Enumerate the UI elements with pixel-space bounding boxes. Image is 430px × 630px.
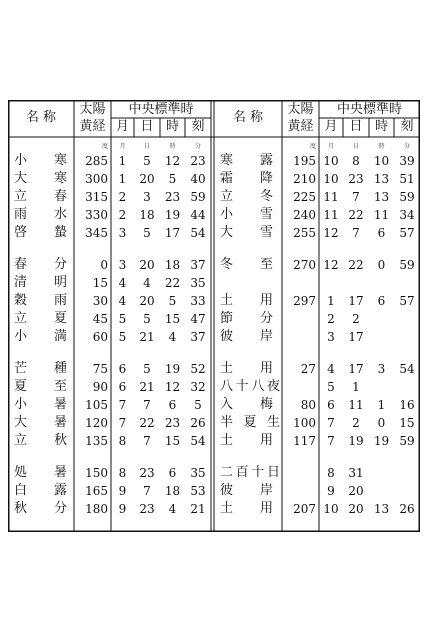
term-name-char: 露 <box>260 153 274 168</box>
minute-value: 5 <box>194 398 202 412</box>
hour-header-left: 時 <box>165 119 179 134</box>
ecliptic-longitude: 165 <box>85 484 108 498</box>
ecliptic-longitude: 150 <box>85 466 108 480</box>
hour-value: 12 <box>164 154 181 168</box>
term-name-char: 冬 <box>220 257 234 272</box>
term-name-char: 用 <box>260 293 274 308</box>
term-name-char: 寒 <box>54 171 68 186</box>
day-value: 17 <box>348 362 364 376</box>
ecliptic-longitude: 135 <box>85 434 108 448</box>
term-name-char: 分 <box>54 257 68 272</box>
day-value: 20 <box>139 294 155 308</box>
term-name-char: 清 <box>14 275 28 290</box>
minute-value: 26 <box>190 416 206 430</box>
term-name-char: 降 <box>260 171 274 186</box>
term-name-char: 秋 <box>14 501 28 516</box>
term-name-char: 分 <box>260 311 274 326</box>
minute-value: 21 <box>190 502 206 516</box>
term-name-char: 満 <box>54 329 68 344</box>
term-name-char: 立 <box>14 189 28 204</box>
month-value: 8 <box>118 434 127 448</box>
day-value: 21 <box>139 380 155 394</box>
day-value: 7 <box>143 398 151 412</box>
ecliptic-longitude: 0 <box>100 258 108 272</box>
ecliptic-longitude: 90 <box>92 380 108 394</box>
minute-value: 54 <box>190 434 206 448</box>
term-name-char: 雪 <box>260 225 274 240</box>
hour-value: 22 <box>164 276 181 290</box>
hour-value: 5 <box>168 172 177 186</box>
day-value: 20 <box>139 172 155 186</box>
month-value: 7 <box>118 398 127 412</box>
day-value: 31 <box>348 466 364 480</box>
month-value: 7 <box>118 416 127 430</box>
minute-value: 40 <box>190 172 206 186</box>
minute-value: 57 <box>399 226 415 240</box>
term-name-char: 寒 <box>220 153 234 168</box>
day-value: 5 <box>143 362 151 376</box>
unit-degree-left: 度 <box>101 143 108 150</box>
ecliptic-longitude: 315 <box>85 190 108 204</box>
month-value: 5 <box>118 330 127 344</box>
day-value: 22 <box>139 416 155 430</box>
minute-value: 35 <box>190 466 206 480</box>
hour-value: 6 <box>168 466 177 480</box>
day-value: 2 <box>352 416 360 430</box>
hour-value: 15 <box>164 434 181 448</box>
ecliptic-longitude: 117 <box>293 434 316 448</box>
term-name-char: 明 <box>54 275 68 290</box>
month-value: 1 <box>327 294 335 308</box>
month-value: 12 <box>323 226 339 240</box>
month-value: 8 <box>118 466 127 480</box>
term-name: 二百十日 <box>220 465 280 480</box>
day-value: 22 <box>348 258 364 272</box>
hour-value: 4 <box>168 330 177 344</box>
minute-header-right: 刻 <box>400 119 414 134</box>
day-value: 23 <box>348 172 364 186</box>
minute-value: 54 <box>190 226 206 240</box>
day-value: 5 <box>143 154 151 168</box>
ecliptic-longitude: 105 <box>85 398 108 412</box>
term-name-char: 夏 <box>14 379 28 394</box>
minute-value: 37 <box>190 330 206 344</box>
minute-value: 59 <box>190 190 206 204</box>
day-value: 7 <box>352 226 360 240</box>
day-value: 23 <box>139 466 155 480</box>
day-value: 5 <box>143 226 151 240</box>
hour-value: 19 <box>373 434 390 448</box>
term-name-char: 彼 <box>220 483 234 498</box>
term-name-char: 蟄 <box>54 225 68 240</box>
ecliptic-header-right: 黄経 <box>287 119 314 134</box>
minute-value: 39 <box>399 154 415 168</box>
jst-header-left: 中央標準時 <box>128 102 194 117</box>
unit-month-right: 月 <box>327 143 334 150</box>
day-value: 18 <box>139 208 155 222</box>
month-header-left: 月 <box>115 119 129 134</box>
term-name-char: 立 <box>14 433 28 448</box>
term-name-char: 分 <box>54 501 68 516</box>
hour-value: 13 <box>373 172 390 186</box>
term-name-char: 暑 <box>54 415 68 430</box>
term-name-char: 大 <box>14 415 28 430</box>
hour-value: 4 <box>168 502 177 516</box>
ecliptic-longitude: 120 <box>85 416 108 430</box>
hour-value: 18 <box>164 484 181 498</box>
minute-value: 15 <box>399 416 415 430</box>
term-name-char: 小 <box>14 397 28 412</box>
term-name-char: 小 <box>220 207 234 222</box>
term-name-char: 雨 <box>54 293 68 308</box>
ecliptic-longitude: 45 <box>92 312 108 326</box>
term-name-char: 水 <box>54 207 68 222</box>
term-name-char: 啓 <box>14 225 28 240</box>
ecliptic-longitude: 297 <box>293 294 316 308</box>
minute-value: 37 <box>190 258 206 272</box>
minute-value: 35 <box>190 276 206 290</box>
month-value: 8 <box>327 466 335 480</box>
ecliptic-longitude: 285 <box>85 154 108 168</box>
day-value: 1 <box>352 380 360 394</box>
hour-value: 6 <box>377 294 386 308</box>
day-value: 7 <box>143 434 151 448</box>
term-name-char: 雪 <box>260 207 274 222</box>
term-name-char: 処 <box>14 465 28 480</box>
name-header-right: 名 称 <box>232 110 264 125</box>
ecliptic-longitude: 240 <box>293 208 316 222</box>
term-name-char: 白 <box>14 483 28 498</box>
term-name-char: 冬 <box>260 189 274 204</box>
hour-value: 11 <box>373 208 390 222</box>
hour-value: 10 <box>373 154 390 168</box>
month-header-right: 月 <box>324 119 338 134</box>
term-name-char: 小 <box>14 329 28 344</box>
day-value: 7 <box>143 484 151 498</box>
day-value: 17 <box>348 294 364 308</box>
ecliptic-longitude: 60 <box>92 330 108 344</box>
month-value: 11 <box>323 190 339 204</box>
sun-header-right: 太陽 <box>287 102 314 117</box>
hour-value: 13 <box>373 502 390 516</box>
month-value: 2 <box>118 190 127 204</box>
term-name-char: 秋 <box>54 433 68 448</box>
term-name-char: 入 <box>220 397 234 412</box>
minute-value: 57 <box>399 294 415 308</box>
term-name-char: 大 <box>220 225 234 240</box>
month-value: 12 <box>323 258 339 272</box>
ecliptic-longitude: 100 <box>293 416 316 430</box>
term-name-char: 穀 <box>14 293 28 308</box>
ecliptic-longitude: 300 <box>85 172 108 186</box>
minute-value: 59 <box>399 258 415 272</box>
term-name-char: 用 <box>260 433 274 448</box>
hour-value: 23 <box>164 416 181 430</box>
hour-value: 13 <box>373 190 390 204</box>
minute-value: 59 <box>399 190 415 204</box>
minute-value: 51 <box>399 172 415 186</box>
month-value: 1 <box>118 172 127 186</box>
hour-value: 3 <box>377 362 386 376</box>
term-name-char: 土 <box>220 361 234 376</box>
minute-value: 32 <box>190 380 206 394</box>
day-value: 3 <box>143 190 151 204</box>
month-value: 1 <box>118 154 127 168</box>
month-value: 3 <box>118 258 127 272</box>
day-header-right: 日 <box>349 119 363 134</box>
ecliptic-longitude: 27 <box>300 362 316 376</box>
unit-degree-right: 度 <box>309 143 316 150</box>
hour-value: 18 <box>164 258 181 272</box>
ecliptic-longitude: 80 <box>300 398 316 412</box>
term-name-char: 岸 <box>260 329 274 344</box>
unit-day-right: 日 <box>352 143 359 150</box>
term-name-char: 春 <box>14 257 28 272</box>
day-value: 22 <box>348 208 364 222</box>
month-value: 2 <box>327 312 335 326</box>
term-name-char: 種 <box>54 361 68 376</box>
month-value: 4 <box>118 294 127 308</box>
ecliptic-longitude: 270 <box>293 258 316 272</box>
day-value: 8 <box>352 154 360 168</box>
term-name-char: 至 <box>260 257 274 272</box>
unit-minute-left: 分 <box>194 143 201 150</box>
month-value: 9 <box>327 484 335 498</box>
hour-value: 19 <box>164 208 181 222</box>
term-name: 半夏生 <box>220 415 280 430</box>
month-value: 6 <box>118 362 127 376</box>
minute-value: 16 <box>399 398 415 412</box>
unit-hour-right: 時 <box>378 143 385 150</box>
term-name-char: 暑 <box>54 465 68 480</box>
term-name-char: 春 <box>54 189 68 204</box>
ecliptic-longitude: 255 <box>293 226 316 240</box>
term-name-char: 梅 <box>260 397 274 412</box>
ecliptic-longitude: 180 <box>85 502 108 516</box>
unit-hour-left: 時 <box>169 143 176 150</box>
hour-value: 6 <box>377 226 386 240</box>
day-value: 4 <box>143 276 151 290</box>
month-value: 11 <box>323 208 339 222</box>
month-value: 3 <box>118 226 127 240</box>
term-name-char: 大 <box>14 171 28 186</box>
minute-value: 33 <box>190 294 206 308</box>
hour-value: 0 <box>377 416 386 430</box>
ecliptic-longitude: 195 <box>293 154 316 168</box>
day-value: 21 <box>139 330 155 344</box>
hour-value: 17 <box>164 226 181 240</box>
month-value: 10 <box>323 154 339 168</box>
month-value: 9 <box>118 484 127 498</box>
term-name-char: 立 <box>220 189 234 204</box>
month-value: 6 <box>327 398 335 412</box>
ecliptic-header-left: 黄経 <box>79 119 106 134</box>
unit-month-left: 月 <box>119 143 126 150</box>
term-name-char: 土 <box>220 293 234 308</box>
ecliptic-longitude: 345 <box>85 226 108 240</box>
term-name-char: 寒 <box>54 153 68 168</box>
minute-value: 44 <box>190 208 206 222</box>
minute-value: 54 <box>399 362 415 376</box>
term-name: 八十八夜 <box>220 379 280 394</box>
month-value: 9 <box>118 502 127 516</box>
minute-value: 26 <box>399 502 415 516</box>
hour-value: 23 <box>164 190 181 204</box>
term-name-char: 立 <box>14 311 28 326</box>
hour-header-right: 時 <box>374 119 388 134</box>
hour-value: 5 <box>168 294 177 308</box>
day-value: 19 <box>348 434 364 448</box>
day-value: 20 <box>348 502 364 516</box>
minute-value: 53 <box>190 484 206 498</box>
day-value: 2 <box>352 312 360 326</box>
term-name-char: 土 <box>220 433 234 448</box>
hour-value: 6 <box>168 398 177 412</box>
day-value: 17 <box>348 330 364 344</box>
minute-value: 59 <box>399 434 415 448</box>
ecliptic-longitude: 15 <box>92 276 108 290</box>
name-header-left: 名 称 <box>25 110 57 125</box>
hour-value: 15 <box>164 312 181 326</box>
month-value: 4 <box>327 362 335 376</box>
minute-value: 47 <box>190 312 206 326</box>
month-value: 2 <box>118 208 127 222</box>
day-value: 23 <box>139 502 155 516</box>
term-name-char: 岸 <box>260 483 274 498</box>
unit-day-left: 日 <box>143 143 150 150</box>
ecliptic-longitude: 75 <box>92 362 108 376</box>
term-name-char: 夏 <box>54 311 68 326</box>
month-value: 5 <box>118 312 127 326</box>
ecliptic-longitude: 330 <box>85 208 108 222</box>
term-name-char: 露 <box>54 483 68 498</box>
minute-value: 34 <box>399 208 415 222</box>
day-value: 5 <box>143 312 151 326</box>
hour-value: 12 <box>164 380 181 394</box>
day-value: 7 <box>352 190 360 204</box>
term-name-char: 用 <box>260 361 274 376</box>
ecliptic-longitude: 30 <box>92 294 108 308</box>
term-name-char: 霜 <box>220 171 234 186</box>
term-name-char: 芒 <box>14 361 28 376</box>
month-value: 7 <box>327 434 335 448</box>
day-value: 20 <box>139 258 155 272</box>
term-name-char: 至 <box>54 379 68 394</box>
unit-minute-right: 分 <box>403 143 410 150</box>
month-value: 10 <box>323 502 339 516</box>
ecliptic-longitude: 207 <box>293 502 316 516</box>
hour-value: 1 <box>377 398 386 412</box>
day-value: 11 <box>348 398 364 412</box>
minute-value: 23 <box>190 154 206 168</box>
term-name-char: 雨 <box>14 207 28 222</box>
solar-terms-table <box>8 100 420 532</box>
day-header-left: 日 <box>140 119 154 134</box>
hour-value: 0 <box>377 258 386 272</box>
month-value: 3 <box>327 330 335 344</box>
day-value: 20 <box>348 484 364 498</box>
sun-header-left: 太陽 <box>79 102 106 117</box>
term-name-char: 彼 <box>220 329 234 344</box>
month-value: 4 <box>118 276 127 290</box>
month-value: 5 <box>327 380 335 394</box>
term-name-char: 節 <box>220 311 234 326</box>
jst-header-right: 中央標準時 <box>336 102 402 117</box>
term-name-char: 暑 <box>54 397 68 412</box>
minute-value: 52 <box>190 362 206 376</box>
month-value: 10 <box>323 172 339 186</box>
ecliptic-longitude: 225 <box>293 190 316 204</box>
term-name-char: 土 <box>220 501 234 516</box>
month-value: 6 <box>118 380 127 394</box>
term-name-char: 用 <box>260 501 274 516</box>
term-name-char: 小 <box>14 153 28 168</box>
month-value: 7 <box>327 416 335 430</box>
minute-header-left: 刻 <box>191 119 205 134</box>
hour-value: 19 <box>164 362 181 376</box>
ecliptic-longitude: 210 <box>293 172 316 186</box>
